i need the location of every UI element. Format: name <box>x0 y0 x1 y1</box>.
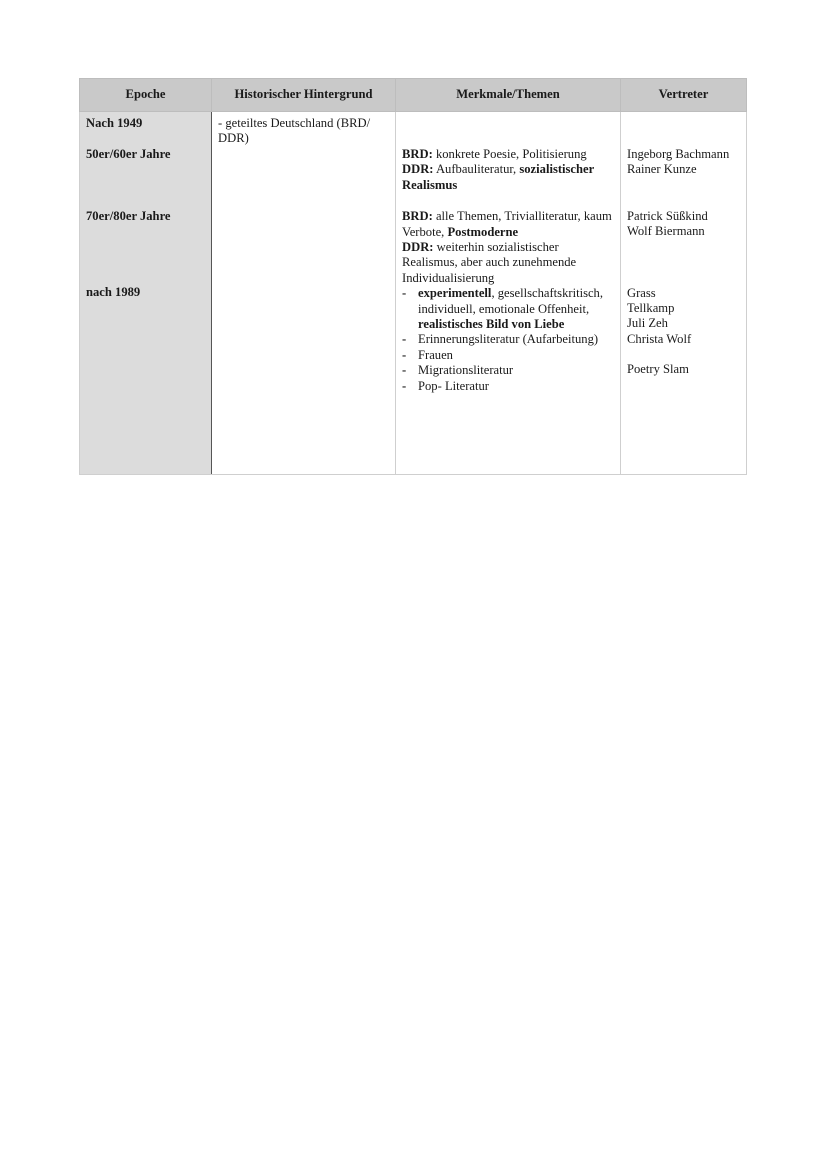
epoch-nach-1989: nach 1989 <box>86 285 141 300</box>
list-item <box>402 379 614 394</box>
ddr-bold: sozialistischer Realismus <box>402 162 594 192</box>
vertreter-name: Christa Wolf <box>627 331 692 346</box>
ddr-text: weiterhin sozialistischer Realismus, aber auch zunehmende Individualisierung <box>402 240 577 285</box>
epoch-nach-1949: Nach 1949 <box>86 116 143 130</box>
vertreter-nach-1989 <box>627 286 740 378</box>
item-bold: experimentell <box>418 286 492 301</box>
item-bold-2: realistisches Bild von Liebe <box>418 317 565 332</box>
vertreter-name: Patrick Süßkind <box>627 208 708 223</box>
vertreter-name: Rainer Kunze <box>627 162 697 177</box>
brd-text: alle Themen, Trivialliteratur, kaum Verbote, <box>402 209 612 239</box>
epoch-column <box>80 112 212 475</box>
literature-epochs-table <box>79 78 747 475</box>
header-epoche: Epoche <box>80 79 212 112</box>
dash-marker: - <box>402 286 407 301</box>
list-item <box>402 286 614 332</box>
vertreter-name: Juli Zeh <box>627 316 668 331</box>
item-text: Erinnerungsliteratur (Aufarbeitung) <box>418 332 599 347</box>
merkmale-column <box>396 112 621 475</box>
ddr-label: DDR: <box>402 162 434 177</box>
dash-marker: - <box>402 332 407 347</box>
header-vertreter: Vertreter <box>621 79 747 112</box>
dash-marker: - <box>402 378 407 393</box>
merkmale-nach-1989-list <box>402 286 614 394</box>
vertreter-50er-60er <box>627 147 740 178</box>
epoch-70er-80er: 70er/80er Jahre <box>86 208 171 223</box>
table-header-row <box>80 79 747 112</box>
vertreter-column <box>621 112 747 475</box>
vertreter-name: Wolf Biermann <box>627 224 705 239</box>
item-text: Frauen <box>418 347 453 362</box>
dash-marker: - <box>402 347 407 362</box>
vertreter-name: Poetry Slam <box>627 362 689 377</box>
table-row <box>80 112 747 475</box>
hintergrund-line-2: DDR) <box>218 131 249 146</box>
list-item <box>402 348 614 363</box>
vertreter-name: Tellkamp <box>627 301 675 316</box>
dash-marker: - <box>402 363 407 378</box>
brd-label: BRD: <box>402 209 433 224</box>
brd-bold: Postmoderne <box>447 224 519 239</box>
list-item <box>402 332 614 347</box>
header-merkmale: Merkmale/Themen <box>396 79 621 112</box>
merkmale-50er-60er <box>402 147 614 193</box>
list-item <box>402 363 614 378</box>
brd-text: konkrete Poesie, Politisierung <box>432 147 587 161</box>
brd-label: BRD: <box>402 147 433 161</box>
item-text: Migrationsliteratur <box>418 363 514 378</box>
merkmale-70er-80er <box>402 209 614 286</box>
ddr-label: DDR: <box>402 240 434 255</box>
hintergrund-line-1: - geteiltes Deutschland (BRD/ <box>218 116 371 130</box>
hintergrund-column <box>212 112 396 475</box>
vertreter-name: Grass <box>627 285 656 300</box>
vertreter-name: Ingeborg Bachmann <box>627 147 730 161</box>
epoch-50er-60er: 50er/60er Jahre <box>86 147 171 162</box>
ddr-text: Aufbauliteratur, <box>433 162 520 177</box>
vertreter-70er-80er <box>627 209 740 240</box>
item-text: Pop- Literatur <box>418 378 489 393</box>
item-text: , gesellschaftskritisch, individuell, emotionale Offenheit, <box>418 286 604 316</box>
header-hintergrund: Historischer Hintergrund <box>212 79 396 112</box>
